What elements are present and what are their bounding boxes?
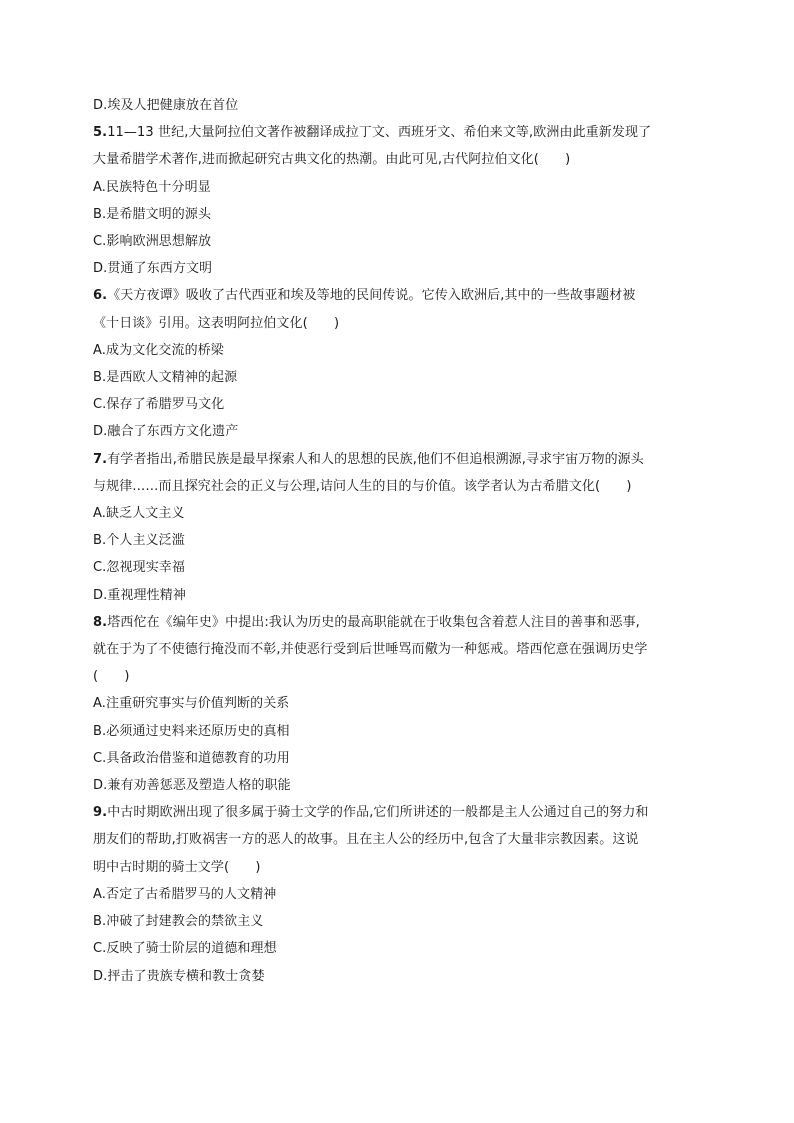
question-8-option-d: D.兼有劝善惩恶及塑造人格的职能 [93,778,291,794]
question-8-stem-line-2: 就在于为了不使德行掩没而不彰,并使恶行受到后世唾骂而儆为一种惩戒。塔西佗意在强调历史学 [93,642,648,658]
question-5-stem-line-2: 大量希腊学术著作,进而掀起研究古典文化的热潮。由此可见,古代阿拉伯文化( ) [93,152,571,168]
question-6-stem-line-1: 6.《天方夜谭》吸收了古代西亚和埃及等地的民间传说。它传入欧洲后,其中的一些故事题材被 [93,288,636,304]
question-5-option-c: C.影响欧洲思想解放 [93,234,212,250]
question-8-option-c: C.具备政治借鉴和道德教育的功用 [93,750,290,766]
question-9-option-a: A.否定了古希腊罗马的人文精神 [93,886,277,902]
question-number: 9. [93,805,108,821]
question-9-option-d: D.抨击了贵族专横和教士贪婪 [93,968,265,984]
question-8-stem-line-3: ( ) [93,669,130,685]
question-8-option-a: A.注重研究事实与价值判断的关系 [93,696,290,712]
question-6-option-c: C.保存了希腊罗马文化 [93,397,225,413]
question-7-stem-line-1: 7.有学者指出,希腊民族是最早探索人和人的思想的民族,他们不但追根溯源,寻求宇宙万物的源头 [93,451,644,467]
question-6-stem-line-2: 《十日谈》引用。这表明阿拉伯文化( ) [93,315,340,331]
question-5-stem-line-1: 5.11—13 世纪,大量阿拉伯文著作被翻译成拉丁文、西班牙文、希伯来文等,欧洲由此重新发现了 [93,125,652,141]
question-5-option-d: D.贯通了东西方文明 [93,261,213,277]
question-9-option-b: B.冲破了封建教会的禁欲主义 [93,914,264,930]
question-8-stem-line-1: 8.塔西佗在《编年史》中提出:我认为历史的最高职能就在于收集包含着惹人注目的善事和恶事, [93,614,640,630]
question-7-option-d: D.重视理性精神 [93,587,186,603]
question-number: 6. [93,288,108,304]
question-number: 5. [93,125,108,141]
question-9 [93,799,705,989]
question-6-option-d: D.融合了东西方文化遗产 [93,424,239,440]
question-6 [93,282,705,445]
question-7-stem-line-2: 与规律……而且探究社会的正义与公理,诘问人生的目的与价值。该学者认为古希腊文化( ) [93,478,632,494]
question-9-option-c: C.反映了骑士阶层的道德和理想 [93,941,277,957]
question-9-stem-line-1: 9.中古时期欧洲出现了很多属于骑士文学的作品,它们所讲述的一般都是主人公通过自己的努力和 [93,805,649,821]
question-5 [93,119,705,282]
question-7-option-a: A.缺乏人文主义 [93,506,185,522]
question-7 [93,446,705,609]
exam-page [93,92,705,990]
option-d-prev-question: D.埃及人把健康放在首位 [93,98,239,113]
question-6-option-b: B.是西欧人文精神的起源 [93,370,238,386]
question-9-stem-line-2: 朋友们的帮助,打败祸害一方的恶人的故事。且在主人公的经历中,包含了大量非宗教因素。这说 [93,832,639,848]
question-8 [93,609,705,799]
question-7-option-b: B.个人主义泛滥 [93,533,185,549]
question-number: 8. [93,614,108,630]
question-6-option-a: A.成为文化交流的桥梁 [93,342,224,358]
question-number: 7. [93,451,108,467]
question-8-option-b: B.必须通过史料来还原历史的真相 [93,723,290,739]
question-5-option-b: B.是希腊文明的源头 [93,206,212,222]
question-5-option-a: A.民族特色十分明显 [93,179,211,195]
question-7-option-c: C.忽视现实幸福 [93,560,186,576]
question-9-stem-line-3: 明中古时期的骑士文学( ) [93,859,261,875]
